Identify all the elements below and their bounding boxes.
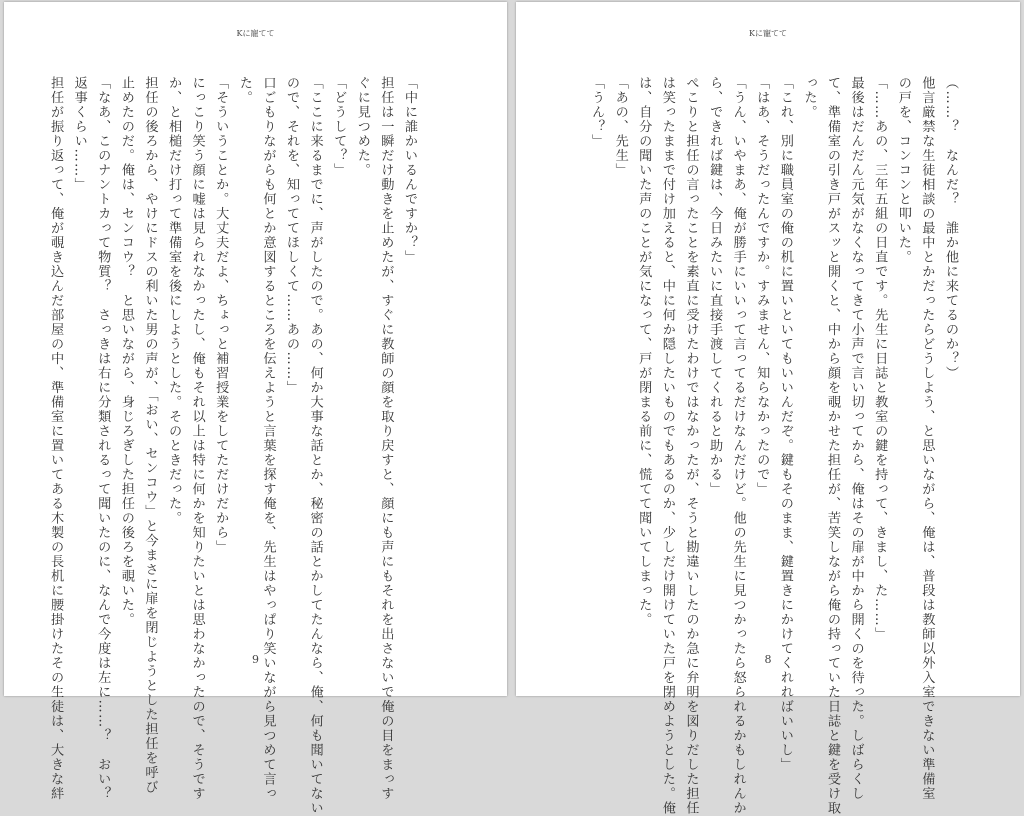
text-line: 担任は一瞬だけ動きを止めたが、すぐに教師の顔を取り戻すと、顔にも声にもそれを出さないで俺の目をまっす xyxy=(378,76,394,801)
text-line: 返事くらい……」 xyxy=(71,76,87,192)
text-line: て、準備室の引き戸がスッと開くと、中から顔を覗かせた担任が、苦笑しながら俺の持っていた日誌と鍵を受け取 xyxy=(825,76,841,816)
text-line: は笑ったままで付け加えると、中に何か隠したいものでもあるのか、少しだけ開けていた戸を閉めようとした。俺 xyxy=(659,76,675,816)
text-line: の戸を、コンコンと叩いた。 xyxy=(895,76,911,265)
text-line: 他言厳禁な生徒相談の最中とかだったらどうしよう、と思いながら、俺は、普段は教師以外入室できない準備室 xyxy=(919,76,935,801)
text-line: 「これ、別に職員室の俺の机に置いといてもいいんだぞ。鍵もそのまま、鍵置きにかけてくれればいいし」 xyxy=(777,76,793,772)
text-line: 最後はだんだん元気がなくなってきて小声で言い切ってから、俺はその扉が中から開くのを待った。しばらくし xyxy=(848,76,864,801)
text-line: 口ごもりながらも何とか意図するところを伝えようと言葉を探す俺を、先生はやっぱり笑いながら見つめて言っ xyxy=(260,76,276,801)
text-line: 担任の後ろから、やけにドスの利いた男の声が、「おい、センコウ」と今まさに扉を閉じようとした担任を呼び xyxy=(142,76,158,795)
text-line: 「ここに来るまでに、声がしたので。あの、何か大事な話とか、秘密の話とかしてたんなら、俺、何も聞いてない xyxy=(307,76,323,816)
text-line: 担任が振り返って、俺が覗き込んだ部屋の中、準備室に置いてある木製の長机に腰掛けたその生徒は、大きな絆 xyxy=(48,76,64,801)
text-line: 止めたのだ。俺は、センコウ？ と思いながら、身じろぎした担任の後ろを覗いた。 xyxy=(118,76,134,627)
page-left xyxy=(4,2,507,816)
running-header: Kに寵てて xyxy=(236,29,275,38)
text-line: ので、それを、知っててほしくて……あの……」 xyxy=(284,76,300,395)
text-line: 「どうして？」 xyxy=(331,76,347,178)
text-line: た。 xyxy=(236,76,252,105)
text-line: は、自分の聞いた声のことが気になって、戸が閉まる前に、慌てて聞いてしまった。 xyxy=(636,76,652,627)
vertical-text-body xyxy=(48,76,421,816)
text-line: った。 xyxy=(801,76,817,120)
text-line: 「うん、いやまあ、俺が勝手にいいって言ってるだけなんだけど。他の先生に見つかったら怒られるかもしれんか xyxy=(730,76,746,816)
text-line: （……？ なんだ？ 誰か他に来てるのか？） xyxy=(943,76,958,381)
running-header: Kに寵てて xyxy=(749,29,787,38)
text-line: ぺこりと担任の言ったことを素直に受けたわけではなかったが、そうと勘違いしたのか急に弁明を図りだした担任 xyxy=(683,76,699,816)
page-right xyxy=(516,2,1020,816)
text-line: 「あの、先生」 xyxy=(612,76,628,178)
text-line: 「そういうことか。大丈夫だよ、ちょっと補習授業をしてただけだから」 xyxy=(213,76,229,555)
page-number: 8 xyxy=(764,653,772,666)
text-line: 「はあ、そうだったんですか。すみません、知らなかったので」 xyxy=(754,76,770,497)
vertical-text-body xyxy=(589,76,962,816)
text-line: 「……あの、三年五組の日直です。先生に日誌と教室の鍵を持って、きまし、た……」 xyxy=(872,76,888,642)
text-line: か、と相槌だけ打って準備室を後にしようとした。そのときだった。 xyxy=(166,76,182,526)
text-line: ら、できれば鍵は、今日みたいに直接手渡してくれると助かる」 xyxy=(707,76,723,497)
text-line: 「なあ、このナントカって物質？ さっきは右に分類されるって聞いたのに、なんで今度は左に……？ おい？ xyxy=(95,76,111,801)
text-line: にっこり笑う顔に嘘は見られなかったし、俺もそれ以上は特に何かを知りたいとは思わなかったので、そうです xyxy=(189,76,205,801)
page-number: 9 xyxy=(252,653,259,666)
text-line: 「中に誰かいるんですか？」 xyxy=(402,76,417,265)
text-line: ぐに見つめた。 xyxy=(354,76,370,178)
text-line: 「うん？」 xyxy=(589,76,605,149)
